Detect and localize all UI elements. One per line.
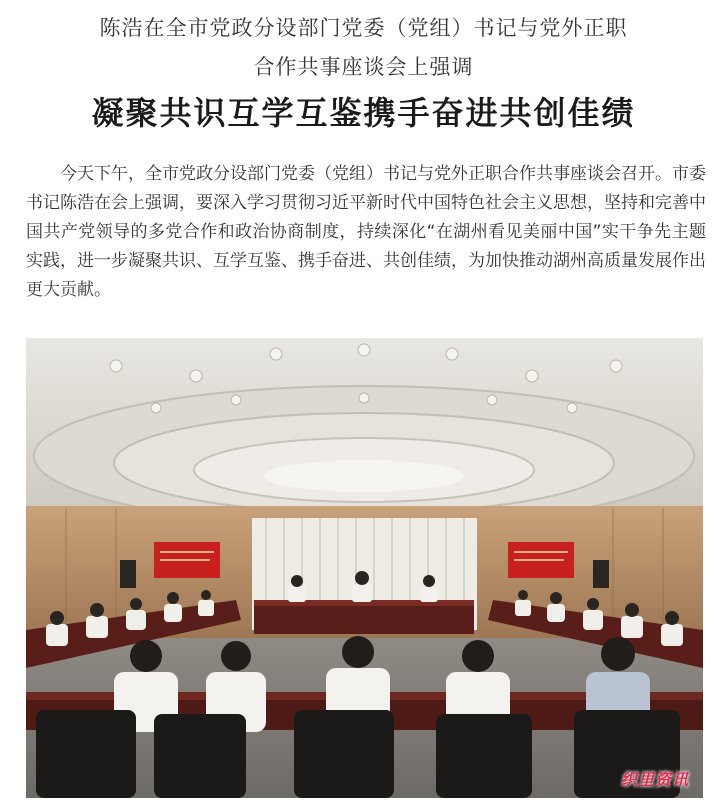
watermark-logo: 织里资讯 — [620, 770, 689, 789]
headline: 凝聚共识互学互鉴携手奋进共创佳绩 — [91, 94, 636, 132]
article-paragraph: 今天下午，全市党政分设部门党委（党组）书记与党外正职合作共事座谈会召开。市委书记陈浩在会上强调，要深入学习贯彻习近平新时代中国特色社会主义思想，坚持和完善中国共产党领导的多党合作和政治协商制度，持续深化“在湖州看见美丽中国”实干争先主题实践，进一步凝聚共识、互学互鉴、携手奋进、共创佳绩，为加快推动湖州高质量发展作出更大贡献。 — [26, 164, 706, 300]
meeting-photo — [26, 338, 703, 798]
subtitle-line-2: 合作共事座谈会上强调 — [253, 55, 474, 79]
meeting-room-illustration — [26, 338, 703, 798]
subtitle-line-1: 陈浩在全市党政分设部门党委（党组）书记与党外正职 — [99, 16, 628, 40]
